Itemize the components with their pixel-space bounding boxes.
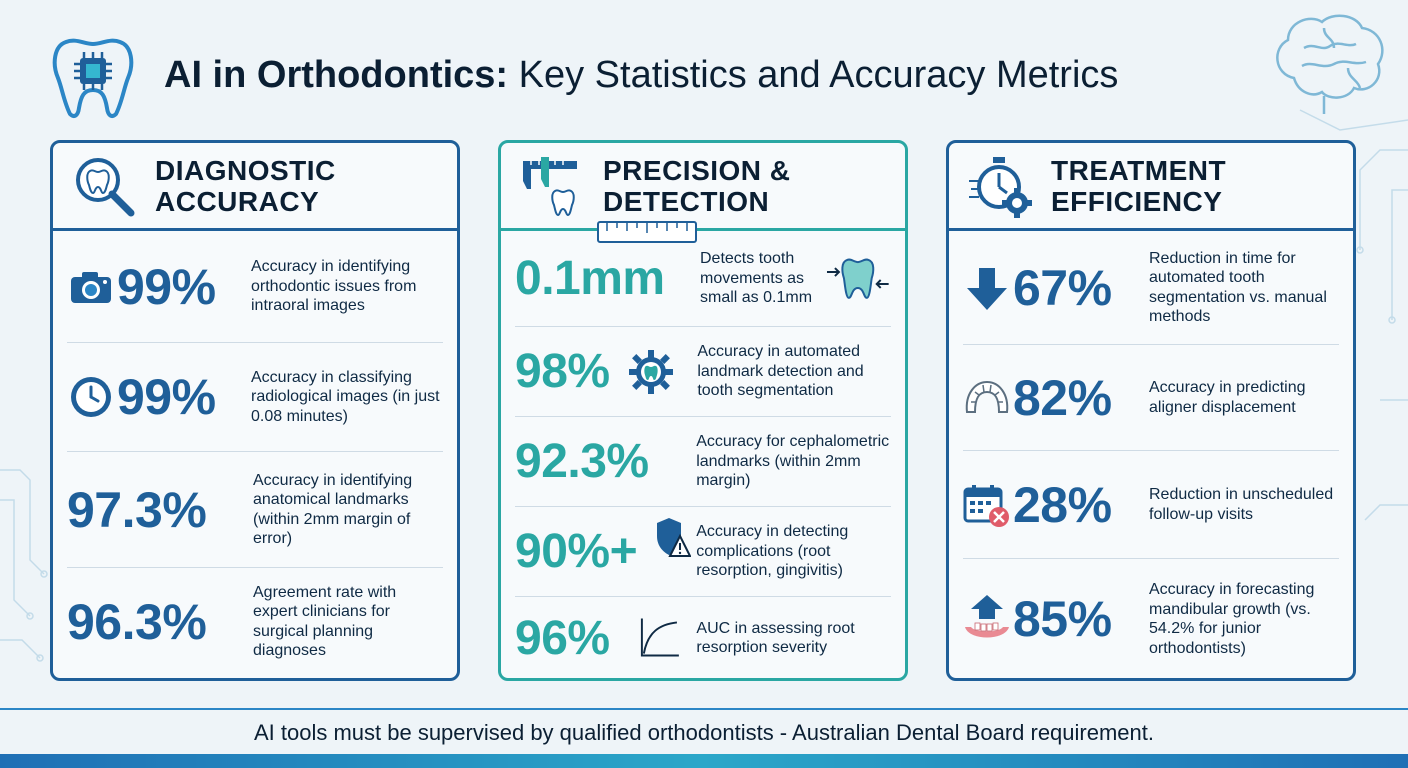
stat-row	[963, 231, 1339, 345]
header	[48, 30, 1298, 120]
panel-title: DIAGNOSTIC ACCURACY	[155, 154, 336, 217]
stopwatch-gear-icon	[967, 153, 1033, 219]
stat-value: 0.1mm	[515, 252, 665, 305]
tooth-arrows-icon	[825, 254, 891, 304]
stat-row	[963, 451, 1339, 559]
stat-value: 99%	[117, 258, 216, 315]
magnifier-tooth-icon	[71, 153, 137, 219]
arrow-down-icon	[963, 264, 1011, 312]
stat-row	[67, 343, 443, 452]
stat-description: Accuracy in forecasting mandibular growth (vs. 54.2% for junior orthodontists)	[1149, 581, 1315, 657]
stat-row	[515, 327, 891, 417]
stat-row	[515, 231, 891, 327]
aligner-icon	[963, 374, 1011, 422]
stat-value: 92.3%	[515, 435, 649, 488]
stat-value: 98%	[515, 345, 610, 398]
stat-description: Reduction in time for automated tooth segmentation vs. manual methods	[1149, 249, 1327, 325]
curve-graph-icon	[638, 616, 681, 660]
stat-value: 82%	[1013, 369, 1112, 426]
panel-header	[53, 143, 457, 231]
stat-row	[67, 568, 443, 675]
stat-value: 90%+	[515, 525, 638, 578]
stat-description: Accuracy in predicting aligner displacement	[1149, 379, 1306, 416]
stat-description: Accuracy in identifying anatomical landmarks (within 2mm margin of error)	[253, 471, 413, 547]
panel-header	[949, 143, 1353, 231]
gear-tooth-icon	[627, 348, 675, 396]
stat-value: 67%	[1013, 259, 1112, 316]
stat-description: Detects tooth movements as small as 0.1mm	[700, 250, 813, 307]
stat-description: Accuracy in classifying radiological images (in just 0.08 minutes)	[251, 368, 440, 425]
stat-group	[515, 251, 700, 306]
stat-row	[515, 417, 891, 507]
stat-value: 96%	[515, 611, 610, 665]
brain-icon	[1264, 8, 1392, 118]
page-title	[164, 54, 1118, 97]
calendar-x-icon	[963, 481, 1011, 529]
stat-row	[67, 452, 443, 568]
stat-value: 85%	[1013, 591, 1112, 647]
panel-title: TREATMENT EFFICIENCY	[1051, 154, 1227, 217]
stat-description: Reduction in unscheduled follow-up visits	[1149, 486, 1334, 523]
stat-value: 99%	[117, 369, 216, 425]
stat-row	[963, 559, 1339, 679]
stat-value: 96.3%	[67, 593, 207, 650]
footer-note: AI tools must be supervised by qualified orthodontists - Australian Dental Board requirement.	[253, 720, 1155, 745]
stat-group	[515, 524, 696, 579]
panel-treatment-efficiency	[946, 140, 1356, 681]
shield-warning-icon	[655, 516, 691, 558]
caliper-tooth-icon	[519, 153, 585, 219]
clock-icon	[67, 373, 115, 421]
stat-row	[515, 507, 891, 597]
stat-description: Accuracy for cephalometric landmarks (within 2mm margin)	[696, 433, 890, 490]
stat-description: AUC in assessing root resorption severity	[696, 619, 855, 656]
panel-precision-detection	[498, 140, 908, 681]
camera-icon	[67, 263, 115, 311]
stat-row	[515, 597, 891, 679]
stat-row	[963, 345, 1339, 451]
stat-description: Accuracy in identifying orthodontic issues from intraoral images	[251, 258, 417, 315]
tooth-chip-icon	[48, 30, 138, 120]
stat-description: Accuracy in automated landmark detection and tooth segmentation	[697, 343, 864, 400]
stat-value: 97.3%	[67, 481, 207, 538]
ruler-icon	[597, 221, 697, 243]
panel-header	[501, 143, 905, 231]
footer-bar	[0, 754, 1408, 768]
stat-description: Accuracy in detecting complications (root resorption, gingivitis)	[696, 523, 849, 580]
stat-value: 28%	[1013, 476, 1112, 533]
footer-divider	[0, 708, 1408, 710]
title-rest: Key Statistics and Accuracy Metrics	[508, 53, 1119, 96]
jaw-arrow-up-icon	[963, 595, 1011, 643]
panel-title: PRECISION & DETECTION	[603, 154, 791, 217]
title-bold: AI in Orthodontics:	[164, 53, 509, 96]
panel-diagnostic-accuracy	[50, 140, 460, 681]
stat-description: Agreement rate with expert clinicians for surgical planning diagnoses	[253, 583, 397, 659]
stat-row	[67, 231, 443, 343]
